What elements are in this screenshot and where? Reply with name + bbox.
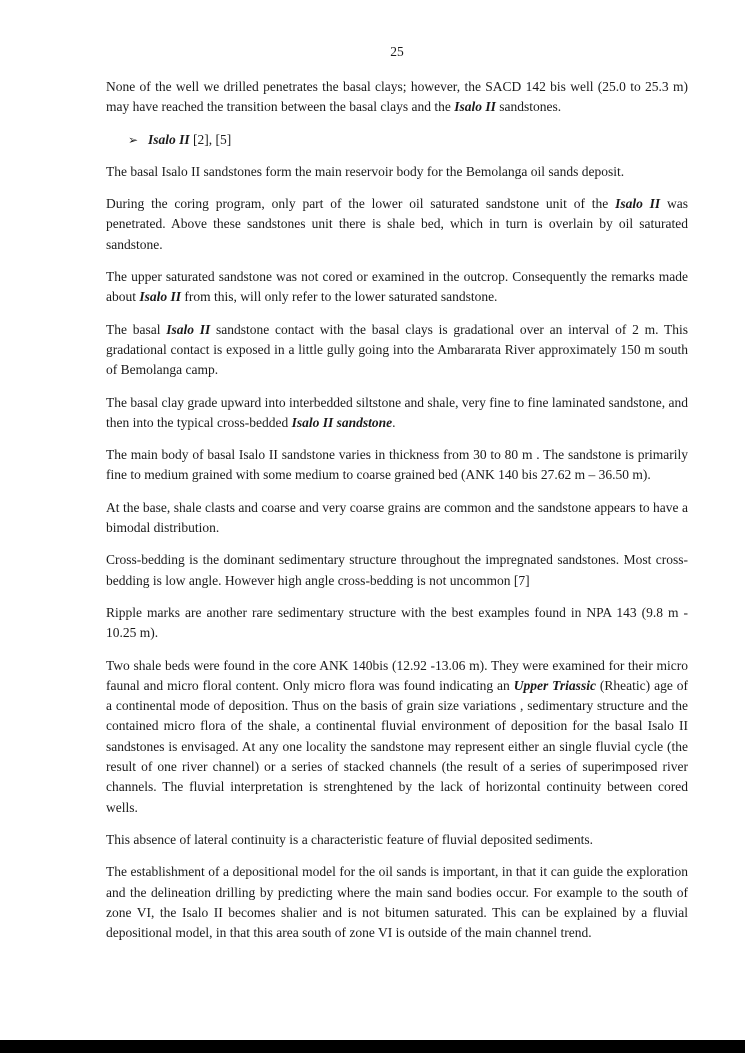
- paragraph: [106, 550, 688, 591]
- text-segment: None of the well we drilled penetrates the basal clays; however, the SACD 142 bis well (25.0 to 25.3 m) may have reached the transition between the basal clays and the: [106, 79, 688, 115]
- text-segment: Ripple marks are another rare sedimentary structure with the best examples found in NPA 143 (9.8 m - 10.25 m).: [106, 604, 688, 641]
- scan-edge-artifact: [0, 1040, 745, 1053]
- emphasized-text: Isalo II: [139, 289, 182, 305]
- text-segment: The establishment of a depositional model for the oil sands is important, in that it can guide the exploration and the delineation drilling by predicting where the main sand bodies occur. For example to the south of zone VI, the Isalo II becomes shalier and is not bitumen saturated. This can be explained by a fluvial depositional model, in that this area south of zone VI is outside of the main channel trend.: [106, 864, 688, 941]
- text-segment: The main body of basal Isalo II sandstone varies in thickness from 30 to 80 m . The sandstone is primarily fine to medium grained with some medium to coarse grained bed (ANK 140 bis 27.62 m – 36.50 m).: [106, 447, 688, 483]
- paragraph: [106, 830, 688, 850]
- paragraph: [106, 393, 688, 434]
- bullet-item: [106, 130, 688, 150]
- text-segment: [2], [5]: [189, 131, 232, 147]
- text-segment: Two shale beds were found in the core ANK 140bis (12.92 -13.06 m). They were examined for their micro faunal and micro floral content. Only micro flora was found indicating an: [106, 657, 688, 693]
- bullet-text: [148, 132, 231, 147]
- paragraph: [106, 862, 688, 943]
- text-segment: .: [392, 414, 396, 430]
- text-segment: sandstones.: [495, 99, 562, 115]
- emphasized-text: Isalo II: [148, 131, 190, 147]
- text-segment: Cross-bedding is the dominant sedimentary structure throughout the impregnated sandstones. Most cross-bedding is low angle. However high angle cross-bedding is not uncommon [7]: [106, 552, 688, 588]
- paragraph: [106, 498, 688, 539]
- text-segment: (Rheatic) age of a continental mode of deposition. Thus on the basis of grain size variations , sedimentary structure and the contained micro flora of the shale, a continental fluvial environment of deposition for the basal Isalo II sandstones is envisaged. At any one locality the sandstone may represent either an single fluvial cycle (the result of one river channel) or a series of stacked channels (the result of a series of superimposed river channels. The fluvial interpretation is strenghtened by the lack of horizontal continuity between cored wells.: [106, 677, 689, 815]
- paragraph: [106, 656, 688, 818]
- text-segment: The basal Isalo II sandstones form the main reservoir body for the Bemolanga oil sands deposit.: [106, 163, 625, 179]
- text-segment: from this, will only refer to the lower saturated sandstone.: [181, 289, 498, 305]
- document-body: [106, 77, 688, 955]
- emphasized-text: Isalo II: [166, 321, 211, 337]
- text-segment: The basal clay grade upward into interbedded siltstone and shale, very fine to fine laminated sandstone, and then into the typical cross-bedded: [106, 394, 688, 430]
- paragraph: [106, 603, 688, 644]
- text-segment: sandstone contact with the basal clays is gradational over an interval of 2 m. This gradational contact is exposed in a little gully going into the Ambararata River approximately 150 m south of Bemolanga camp.: [106, 321, 688, 378]
- paragraph: [106, 445, 688, 486]
- text-segment: The basal: [106, 321, 167, 337]
- paragraph: [106, 267, 688, 308]
- page-number: 25: [390, 44, 404, 59]
- paragraph: [106, 162, 688, 182]
- text-segment: was penetrated. Above these sandstones unit there is shale bed, which in turn is overlain by oil saturated sandstone.: [106, 196, 689, 252]
- emphasized-text: Upper Triassic: [513, 677, 596, 693]
- bullet-arrow-icon: ➢: [128, 132, 139, 147]
- text-segment: This absence of lateral continuity is a characteristic feature of fluvial deposited sediments.: [106, 831, 593, 847]
- text-segment: The upper saturated sandstone was not cored or examined in the outcrop. Consequently the remarks made about: [106, 269, 688, 305]
- emphasized-text: Isalo II sandstone: [291, 414, 393, 430]
- paragraph: [106, 77, 688, 118]
- text-segment: During the coring program, only part of the lower oil saturated sandstone unit of the: [106, 196, 616, 212]
- emphasized-text: Isalo II: [454, 99, 496, 115]
- paragraph: [106, 320, 688, 381]
- text-segment: At the base, shale clasts and coarse and very coarse grains are common and the sandstone appears to have a bimodal distribution.: [106, 499, 688, 536]
- paragraph: [106, 194, 688, 255]
- emphasized-text: Isalo II: [615, 196, 661, 212]
